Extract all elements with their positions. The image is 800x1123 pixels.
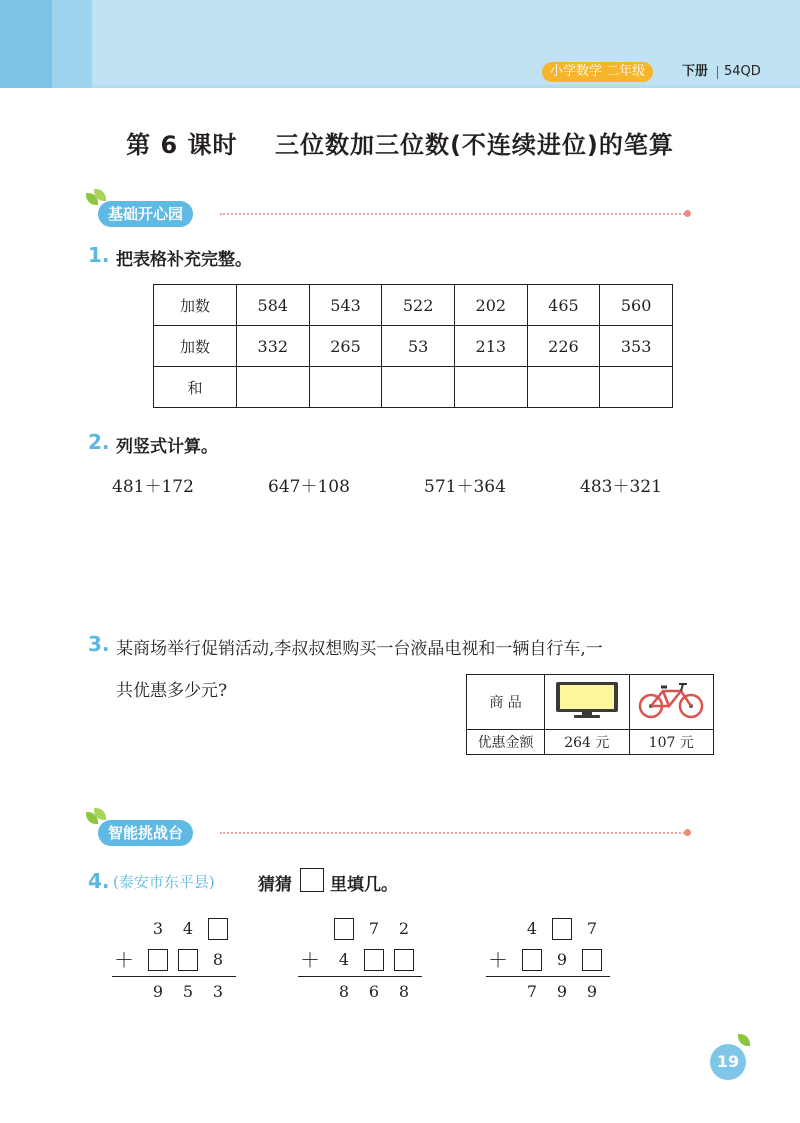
sum-line (112, 976, 236, 977)
table-cell: 560 (600, 285, 673, 326)
lesson-title: 第 6 课时 三位数加三位数(不连续进位)的笔算 (126, 131, 674, 159)
book-code: 54QD (724, 64, 761, 79)
table-row (154, 326, 673, 367)
digit: 7 (368, 919, 380, 938)
table-cell: 264 元 (545, 730, 629, 755)
table-cell: 53 (382, 326, 455, 367)
digit: 2 (398, 919, 410, 938)
blank-box[interactable] (178, 949, 198, 971)
question-text: 猜猜 (258, 875, 292, 895)
bike-image (629, 675, 713, 730)
table-cell: 584 (237, 285, 310, 326)
blank-box[interactable] (148, 949, 168, 971)
table-cell: 332 (237, 326, 310, 367)
section-challenge (98, 820, 698, 846)
plus-sign: ＋ (488, 948, 508, 972)
blank-box[interactable] (394, 949, 414, 971)
table-cell: 543 (309, 285, 382, 326)
digit: 5 (182, 982, 194, 1001)
section-dotted-line (220, 832, 685, 834)
digit: 4 (182, 919, 194, 938)
header-band (0, 0, 800, 88)
question-text: 共优惠多少元? (116, 681, 228, 701)
plus-sign: ＋ (300, 948, 320, 972)
section-basic (98, 201, 698, 227)
question-source: (泰安市东平县) (113, 873, 215, 891)
digit: 6 (368, 982, 380, 1001)
sum-line (486, 976, 610, 977)
header-accent-strip (0, 0, 52, 88)
blank-box[interactable] (522, 949, 542, 971)
row-header: 商 品 (467, 675, 545, 730)
answer-cell[interactable] (382, 367, 455, 408)
digit: 9 (152, 982, 164, 1001)
answer-cell[interactable] (527, 367, 600, 408)
table-row (154, 367, 673, 408)
table-row (467, 675, 714, 730)
digit: 3 (212, 982, 224, 1001)
table-cell: 107 元 (629, 730, 713, 755)
page-number: 19 (710, 1044, 746, 1080)
digit: 8 (398, 982, 410, 1001)
table-cell: 202 (454, 285, 527, 326)
table-row (467, 730, 714, 755)
blank-box[interactable] (364, 949, 384, 971)
header-separator (717, 66, 718, 79)
question-text: 里填几。 (330, 875, 398, 895)
digit: 9 (556, 982, 568, 1001)
product-table (466, 674, 714, 755)
question-text: 把表格补充完整。 (116, 250, 252, 270)
digit: 3 (152, 919, 164, 938)
sum-line (298, 976, 422, 977)
table-cell: 213 (454, 326, 527, 367)
table-cell: 465 (527, 285, 600, 326)
puzzle-2 (298, 918, 422, 1008)
row-header: 优惠金额 (467, 730, 545, 755)
bicycle-icon (635, 679, 707, 721)
puzzle-3 (486, 918, 610, 1008)
problem: 571＋364 (424, 477, 506, 497)
digit: 4 (338, 950, 350, 969)
digit: 9 (556, 950, 568, 969)
section-basic-label: 基础开心园 (98, 201, 193, 227)
blank-box-example (300, 868, 324, 892)
digit: 8 (212, 950, 224, 969)
leaf-icon (738, 1034, 750, 1046)
tv-icon (552, 680, 622, 720)
section-challenge-label: 智能挑战台 (98, 820, 193, 846)
table-cell: 265 (309, 326, 382, 367)
blank-box[interactable] (334, 918, 354, 940)
answer-cell[interactable] (454, 367, 527, 408)
question-number: 4. (88, 869, 110, 893)
digit: 9 (586, 982, 598, 1001)
problem: 647＋108 (268, 477, 350, 497)
digit: 7 (586, 919, 598, 938)
row-header: 加数 (154, 326, 237, 367)
answer-cell[interactable] (600, 367, 673, 408)
answer-cell[interactable] (309, 367, 382, 408)
tv-image (545, 675, 629, 730)
table-cell: 522 (382, 285, 455, 326)
addition-table (153, 284, 673, 408)
digit: 7 (526, 982, 538, 1001)
row-header: 和 (154, 367, 237, 408)
question-text: 列竖式计算。 (116, 437, 218, 457)
table-cell: 226 (527, 326, 600, 367)
row-header: 加数 (154, 285, 237, 326)
section-end-dot (684, 210, 691, 217)
question-number: 2. (88, 430, 110, 454)
blank-box[interactable] (208, 918, 228, 940)
blank-box[interactable] (552, 918, 572, 940)
term-label: 下册 (682, 64, 709, 79)
answer-cell[interactable] (237, 367, 310, 408)
plus-sign: ＋ (114, 948, 134, 972)
subject-label: 小学数学 二年级 (542, 62, 653, 82)
blank-box[interactable] (582, 949, 602, 971)
header-divider (92, 85, 800, 88)
puzzle-1 (112, 918, 236, 1008)
problem: 483＋321 (580, 477, 662, 497)
question-number: 3. (88, 632, 110, 656)
question-text: 某商场举行促销活动,李叔叔想购买一台液晶电视和一辆自行车,一 (116, 639, 603, 659)
problem: 481＋172 (112, 477, 194, 497)
header-accent-strip-light (52, 0, 92, 88)
table-row (154, 285, 673, 326)
question-number: 1. (88, 243, 110, 267)
digit: 8 (338, 982, 350, 1001)
section-end-dot (684, 829, 691, 836)
table-cell: 353 (600, 326, 673, 367)
section-dotted-line (220, 213, 685, 215)
digit: 4 (526, 919, 538, 938)
